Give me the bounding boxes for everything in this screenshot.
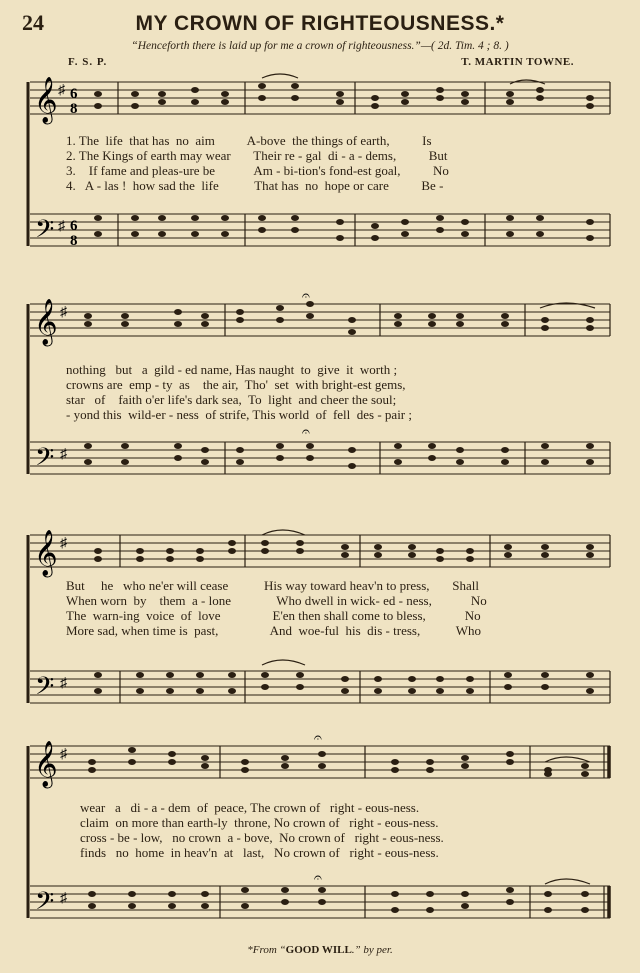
bass-clef-icon: 𝄢 xyxy=(35,443,55,478)
fermata-icon: 𝄐 xyxy=(302,290,310,304)
bass-clef-icon: 𝄢 xyxy=(35,887,55,922)
hymn-title: MY CROWN OF RIGHTEOUSNESS.* xyxy=(135,12,505,35)
lyric-line: 1. The life that has no aim A-bove the things of earth, Is xyxy=(66,133,432,148)
bass-staff xyxy=(30,214,610,246)
fermata-icon: 𝄐 xyxy=(314,732,322,746)
key-signature-sharp-icon: ♯ xyxy=(58,83,65,98)
lyric-line: 4. A - las ! how sad the life That has no hope or care Be - xyxy=(66,178,444,193)
lyric-line: wear a di - a - dem of peace, The crown of right - eous-ness. xyxy=(80,800,420,815)
bass-notes xyxy=(84,443,594,469)
key-signature-sharp-icon: ♯ xyxy=(60,747,67,762)
treble-notes xyxy=(94,83,594,109)
lyric-line: But he who ne'er will cease His way toward heav'n to press, Shall xyxy=(66,578,480,593)
treble-clef-icon: 𝄞 xyxy=(34,741,58,787)
lyric-line: 3. If fame and pleas-ure be Am - bi-tion's fond-est goal, No xyxy=(66,163,449,178)
treble-clef-icon: 𝄞 xyxy=(34,530,58,576)
lyric-line: The warn-ing voice of love E'en then shall come to bless, No xyxy=(66,608,481,623)
time-signature-top: 6 xyxy=(70,86,78,102)
slur-mark xyxy=(262,74,298,78)
key-signature-sharp-icon: ♯ xyxy=(60,891,67,906)
bass-staff xyxy=(30,442,610,474)
verse-lyrics-system-3 xyxy=(0,578,640,640)
page-number: 24 xyxy=(22,10,44,35)
key-signature-sharp-icon: ♯ xyxy=(60,676,67,691)
footnote-source: GOOD WILL xyxy=(285,944,352,956)
fermata-icon: 𝄐 xyxy=(302,425,310,440)
slur-mark xyxy=(545,879,590,884)
treble-clef-icon: 𝄞 xyxy=(34,299,58,345)
bass-clef-icon: 𝄢 xyxy=(35,672,55,707)
lyric-line: crowns are emp - ty as the air, Tho' set with bright-est gems, xyxy=(66,377,406,392)
fermata-icon: 𝄐 xyxy=(314,871,322,886)
footnote-prefix: *From “ xyxy=(247,944,286,956)
verse-lyrics-system-2 xyxy=(0,362,640,424)
slur-mark xyxy=(262,530,305,535)
time-signature-bottom: 8 xyxy=(70,233,78,249)
source-footnote xyxy=(0,944,640,956)
bass-notes xyxy=(88,887,589,913)
slur-mark xyxy=(262,660,305,665)
footnote-suffix: .” by per. xyxy=(351,944,393,956)
verse-lyrics-system-4 xyxy=(0,800,640,862)
key-signature-sharp-icon: ♯ xyxy=(58,219,65,234)
lyric-line: 2. The Kings of earth may wear Their re - gal di - a - dems, But xyxy=(66,148,448,163)
lyric-line: nothing but a gild - ed name, Has naught to give it worth ; xyxy=(66,362,398,377)
treble-staff xyxy=(30,535,610,567)
lyric-line: star of faith o'er life's dark sea, To light and cheer the soul; xyxy=(66,392,397,407)
treble-staff xyxy=(30,746,610,778)
scripture-epigraph: “Henceforth there is laid up for me a crown of righteousness.”—( 2d. Tim. 4 ; 8. ) xyxy=(131,40,509,52)
lyric-line: finds no home in heav'n at last, No crown of right - eous-ness. xyxy=(80,845,439,860)
key-signature-sharp-icon: ♯ xyxy=(60,305,67,320)
bass-staff xyxy=(30,671,610,703)
bass-clef-icon: 𝄢 xyxy=(35,215,55,250)
lyricist-credit: F. S. P. xyxy=(68,56,108,68)
lyric-line: cross - be - low, no crown a - bove, No crown of right - eous-ness. xyxy=(80,830,444,845)
verse-lyrics-system-1 xyxy=(0,133,640,195)
lyric-line: claim on more than earth-ly throne, No crown of right - eous-ness. xyxy=(80,815,439,830)
time-signature-bottom: 8 xyxy=(70,101,78,117)
slur-mark xyxy=(545,757,590,762)
composer-credit: T. MARTIN TOWNE. xyxy=(461,56,574,68)
treble-notes xyxy=(84,301,594,335)
bass-notes xyxy=(94,672,594,694)
time-signature-top: 6 xyxy=(70,218,78,234)
treble-staff xyxy=(30,304,610,336)
lyric-line: When worn by them a - lone Who dwell in wick- ed - ness, No xyxy=(66,593,487,608)
key-signature-sharp-icon: ♯ xyxy=(60,447,67,462)
lyric-line: More sad, when time is past, And woe-ful his dis - tress, Who xyxy=(66,623,481,638)
treble-staff xyxy=(30,82,610,114)
lyric-line: - yond this wild-er - ness of strife, This world of fell des - pair ; xyxy=(66,407,412,422)
bass-notes xyxy=(94,215,594,241)
treble-clef-icon: 𝄞 xyxy=(34,77,58,123)
key-signature-sharp-icon: ♯ xyxy=(60,536,67,551)
